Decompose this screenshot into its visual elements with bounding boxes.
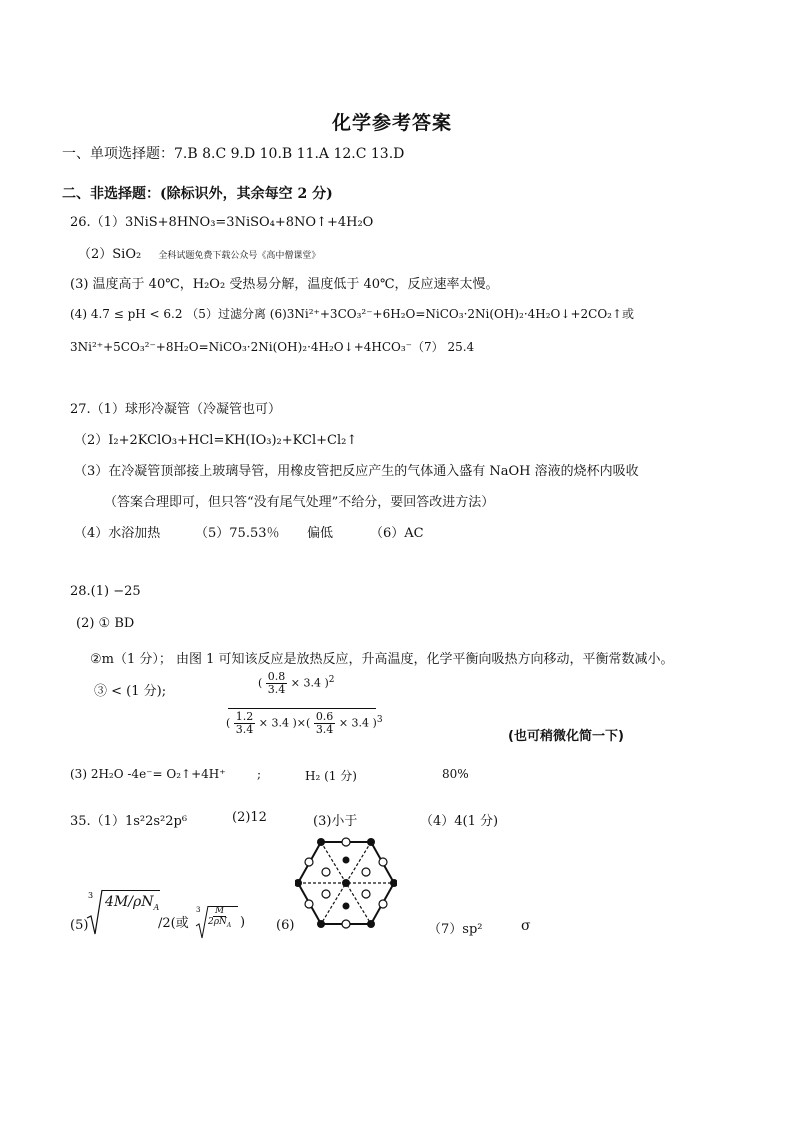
cube-root-sign-alt xyxy=(195,904,209,940)
q26-line4: (4) 4.7 ≤ pH < 6.2 （5）过滤分离 (6)3Ni²⁺+3CO₃²⁻+6H₂O=NiCO₃·2Ni(OH)₂·4H₂O↓+2CO₂↑或 xyxy=(70,307,635,321)
q27-line1: 27.（1）球形冷凝管（冷凝管也可） xyxy=(70,402,281,417)
q28-part3-equation: (3) 2H₂O -4e⁻= O₂↑+4H⁺ xyxy=(70,767,226,781)
fraction-0.6-over-3.4: $\frac{0.6}{3.4}$ xyxy=(315,710,334,736)
q26-line3: (3) 温度高于 40℃，H₂O₂ 受热易分解，温度低于 40℃，反应速率太慢。 xyxy=(70,277,499,292)
q26-part2: （2）SiO₂ xyxy=(78,247,142,262)
q26-line5: 3Ni²⁺+5CO₃²⁻+8H₂O=NiCO₃·2Ni(OH)₂·4H₂O↓+4HCO₃⁻（7） 25.4 xyxy=(70,340,475,354)
q26-line1: 26.（1）3NiS+8HNO₃=3NiSO₄+8NO↑+4H₂O xyxy=(70,215,374,230)
q35-part5-label: (5) xyxy=(70,918,89,933)
q35-part2: (2)12 xyxy=(232,810,267,825)
q27-part5-result: 偏低 xyxy=(307,526,334,541)
q35-part5-div: /2(或 xyxy=(158,916,189,931)
q27-line3: （3）在冷凝管顶部接上玻璃导管，用橡皮管把反应产生的气体通入盛有 NaOH 溶液的烧杯内吸收 xyxy=(74,464,639,479)
fraction-0.8-over-3.4: $\frac{0.8}{3.4}$ xyxy=(267,670,286,696)
alt-fraction: $\frac{M}{2\rho N_A}$ xyxy=(208,906,232,929)
section-single-choice: 一、单项选择题：7.B 8.C 9.D 10.B 11.A 12.C 13.D xyxy=(62,146,405,162)
k-numerator: ( $\frac{0.8}{3.4}$ × 3.4 )$^2$ xyxy=(258,670,335,696)
q28-semicolon: ; xyxy=(257,767,262,781)
q28-percent: 80% xyxy=(442,767,469,781)
q27-line4: （答案合理即可，但只答“没有尾气处理”不给分，要回答改进方法） xyxy=(104,495,495,510)
q27-line2: （2）I₂+2KClO₃+HCl=KH(IO₃)₂+KCl+Cl₂↑ xyxy=(74,433,358,448)
q28-line4: ③ < (1 分); xyxy=(94,684,167,699)
sigma-bond: σ xyxy=(521,918,531,934)
page-title: 化学参考答案 xyxy=(332,112,453,134)
crystal-structure-diagram xyxy=(295,832,397,934)
root-bar xyxy=(102,890,160,891)
q27-part6: （6）AC xyxy=(370,526,424,541)
q35-part5-expr: $4M/\rho N_A$ xyxy=(105,894,160,912)
q35-part1: 35.（1）1s²2s²2p⁶ xyxy=(70,814,188,829)
alt-close: ) xyxy=(240,915,246,930)
q27-part5: （5）75.53％ xyxy=(195,526,280,541)
simplify-note: (也可稍微化简一下) xyxy=(508,729,624,744)
q28-line3: ②m（1 分）； 由图 1 可知该反应是放热反应，升高温度，化学平衡向吸热方向移动，平衡常数减小。 xyxy=(90,652,674,667)
q27-part4: （4）水浴加热 xyxy=(74,526,161,541)
svg-text:3: 3 xyxy=(196,906,201,914)
k-fraction-bar xyxy=(228,708,376,709)
fraction-1.2-over-3.4: $\frac{1.2}{3.4}$ xyxy=(235,710,254,736)
q26-line2 xyxy=(78,243,320,262)
q28-line2: (2) ① BD xyxy=(76,616,135,631)
section-non-choice: 二、非选择题：(除标识外，其余每空 2 分) xyxy=(62,186,333,202)
watermark-note: 全科试题免费下载公众号《高中僧课堂》 xyxy=(158,251,321,261)
svg-text:3: 3 xyxy=(88,891,94,900)
cube-root-sign xyxy=(86,888,104,938)
q35-part7: （7）sp² xyxy=(428,922,483,937)
q35-part6-label: (6) xyxy=(276,918,295,933)
k-denominator: ( $\frac{1.2}{3.4}$ × 3.4 )×( $\frac{0.6}{3.4}$ × 3.4 )$^3$ xyxy=(226,710,383,736)
q28-line1: 28.(1) −25 xyxy=(70,584,141,599)
q35-part3: (3)小于 xyxy=(313,814,358,829)
q35-part4: （4）4(1 分) xyxy=(420,814,499,829)
q28-h2: H₂ (1 分) xyxy=(305,769,357,783)
